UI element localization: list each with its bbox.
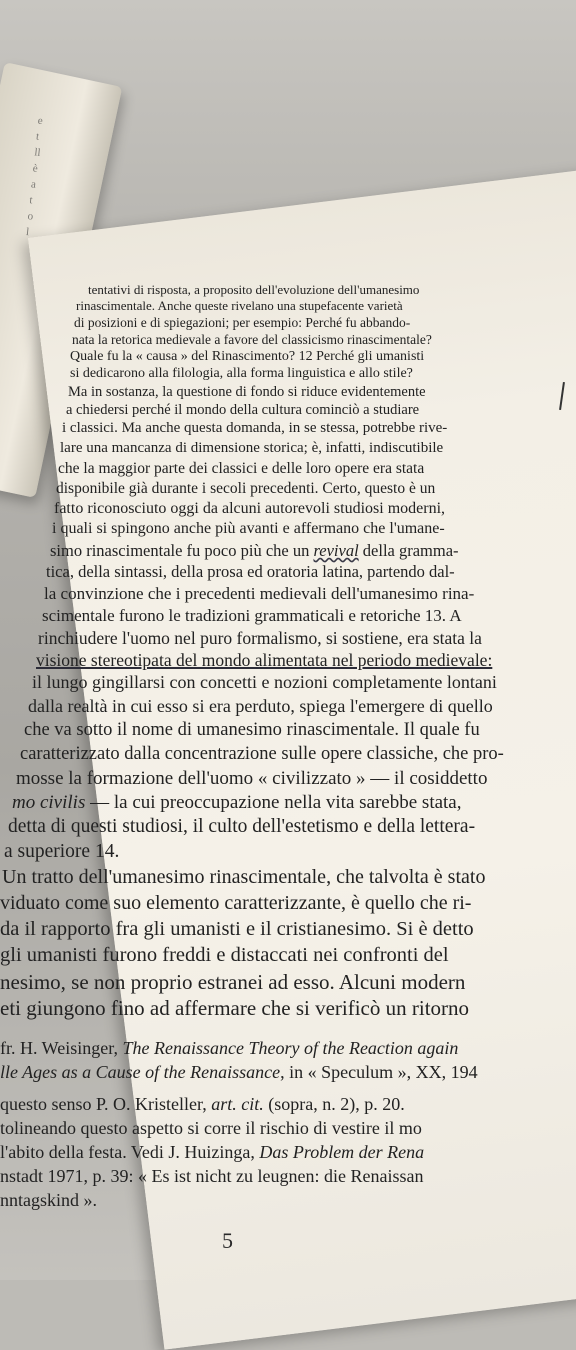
body-line: da il rapporto fra gli umanisti e il cristianesimo. Si è detto: [0, 918, 474, 940]
underlined-body-line: visione stereotipata del mondo alimentata nel periodo medievale:: [36, 650, 493, 670]
footnote-italic: art. cit.: [211, 1094, 264, 1114]
body-line: che va sotto il nome di umanesimo rinascimentale. Il quale fu: [24, 720, 480, 740]
body-line: tentativi di risposta, a proposito dell'evoluzione dell'umanesimo: [88, 282, 420, 297]
body-line-text: della gramma-: [358, 541, 459, 560]
body-line: rinchiudere l'uomo nel puro formalismo, si sostiene, era stata la: [38, 628, 482, 648]
body-line: la convinzione che i precedenti medievali dell'umanesimo rina-: [44, 584, 475, 603]
footnote-text: l'abito della festa. Vedi J. Huizinga,: [0, 1142, 260, 1162]
body-line: Un tratto dell'umanesimo rinascimentale, che talvolta è stato: [2, 866, 486, 888]
margin-pencil-mark: [559, 382, 565, 410]
body-line: scimentale furono le tradizioni grammaticali e retoriche 13. A: [42, 606, 462, 625]
footnote-text: (sopra, n. 2), p. 20.: [263, 1094, 405, 1114]
body-line: lare una mancanza di dimensione storica; è, infatti, indiscutibile: [60, 440, 444, 456]
body-line: a chiedersi perché il mondo della cultura cominciò a studiare: [66, 402, 420, 418]
body-line: i quali si spingono anche più avanti e affermano che l'umane-: [52, 520, 445, 537]
underlined-revival: revival: [313, 541, 359, 560]
body-line: detta di questi studiosi, il culto dell'estetismo e della lettera-: [8, 816, 476, 837]
page-number: 5: [222, 1228, 233, 1253]
footnote-italic: lle Ages as a Cause of the Renaissance: [0, 1062, 281, 1082]
body-line: dalla realtà in cui esso si era perduto, spiega l'emergere di quello: [28, 696, 493, 716]
footnote-line: [0, 1062, 478, 1083]
body-line: eti giungono fino ad affermare che si verificò un ritorno: [0, 996, 470, 1020]
body-line: si dedicarono alla filologia, alla forma linguistica e allo stile?: [70, 366, 413, 381]
body-line: di posizioni e di spiegazioni; per esempio: Perché fu abbando-: [74, 315, 411, 330]
body-line: nata la retorica medievale a favore del classicismo rinascimentale?: [72, 332, 432, 347]
body-line: gli umanisti furono freddi e distaccati nei confronti del: [0, 944, 449, 966]
body-line: viduato come suo elemento caratterizzante, è quello che ri-: [0, 892, 472, 914]
body-line: [50, 541, 459, 561]
footnote-line: nntagskind ».: [0, 1190, 97, 1210]
left-page-fragments: e t ll è a t o l: [25, 114, 44, 239]
body-line: mosse la formazione dell'uomo « civilizzato » — il cosiddetto: [16, 768, 488, 789]
footnote-line: [0, 1094, 405, 1115]
body-line: disponibile già durante i secoli precedenti. Certo, questo è un: [56, 480, 436, 497]
body-line: nesimo, se non proprio estranei ad esso. Alcuni modern: [0, 970, 466, 994]
footnote-line: [0, 1038, 458, 1059]
italic-term: mo civilis: [12, 792, 86, 813]
body-line: i classici. Ma anche questa domanda, in se stessa, potrebbe rive-: [62, 420, 448, 436]
body-line: il lungo gingillarsi con concetti e nozioni completamente lontani: [32, 672, 497, 692]
body-line-text: simo rinascimentale fu poco più che un: [50, 541, 310, 560]
body-line: fatto riconosciuto oggi da alcuni autorevoli studiosi moderni,: [54, 500, 446, 517]
footnote-text: questo senso P. O. Kristeller,: [0, 1094, 212, 1114]
body-line: [12, 792, 462, 814]
body-line: tica, della sintassi, della prosa ed oratoria latina, partendo dal-: [46, 562, 455, 581]
footnote-italic: Das Problem der Rena: [259, 1142, 425, 1162]
body-line: caratterizzato dalla concentrazione sulle opere classiche, che pro-: [20, 744, 504, 764]
footnote-line: [0, 1142, 424, 1163]
body-line: Ma in sostanza, la questione di fondo si riduce evidentemente: [68, 384, 426, 400]
body-line: Quale fu la « causa » del Rinascimento? 12 Perché gli umanisti: [70, 349, 425, 364]
footnote-text: fr. H. Weisinger,: [0, 1038, 123, 1058]
body-line: a superiore 14.: [4, 841, 120, 862]
footnote-text: , in « Speculum », XX, 194: [280, 1062, 478, 1082]
footnote-italic: The Renaissance Theory of the Reaction again: [122, 1038, 459, 1058]
body-line-text: — la cui preoccupazione nella vita sarebbe stata,: [90, 792, 462, 813]
body-line: rinascimentale. Anche queste rivelano una stupefacente varietà: [76, 298, 403, 313]
footnote-line: tolineando questo aspetto si corre il rischio di vestire il mo: [0, 1118, 422, 1138]
body-line: che la maggior parte dei classici e delle loro opere era stata: [58, 460, 425, 477]
footnote-line: nstadt 1971, p. 39: « Es ist nicht zu leugnen: die Renaissan: [0, 1166, 424, 1186]
